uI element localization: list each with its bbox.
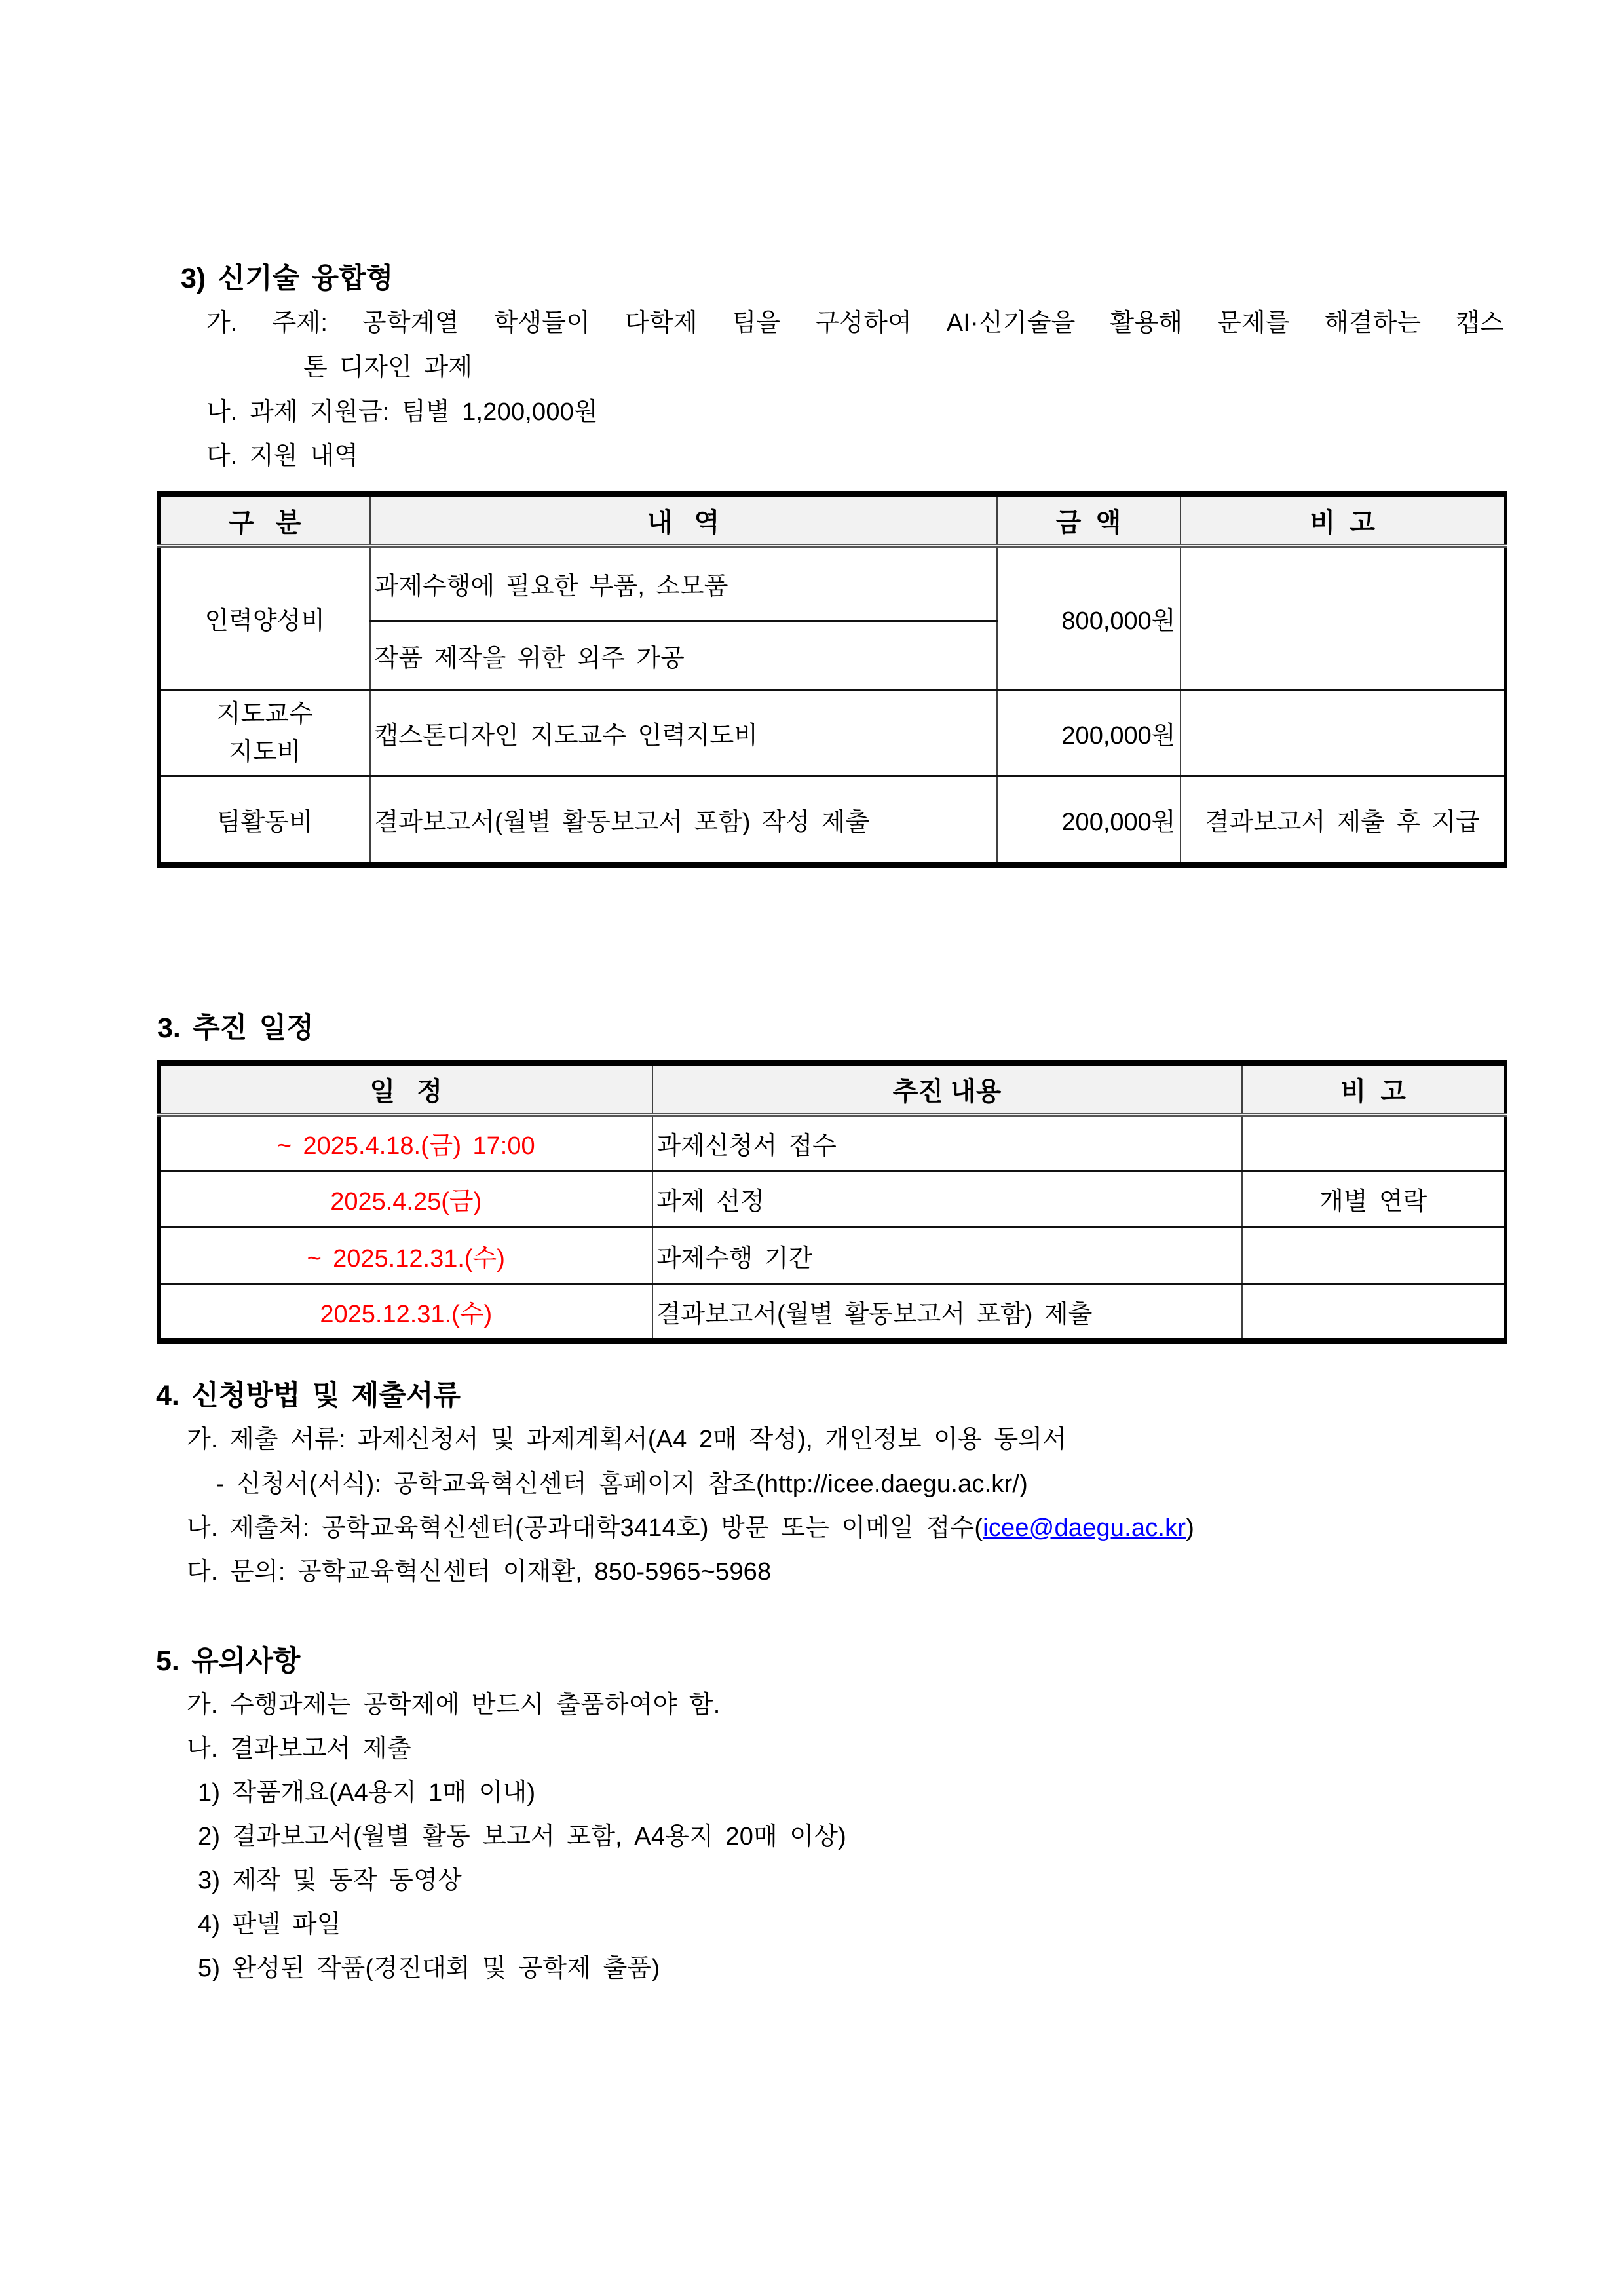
notice-exhibit-line: 가. 수행과제는 공학제에 반드시 출품하여야 함. xyxy=(187,1691,721,1719)
support-table xyxy=(157,491,1507,868)
apply-form-line: - 신청서(서식): 공학교육혁신센터 홈페이지 참조(http://icee.daegu.ac.kr/) xyxy=(216,1470,1028,1498)
schedule-apply-note xyxy=(1242,1115,1506,1171)
schedule-apply-date: ~ 2025.4.18.(금) 17:00 xyxy=(159,1115,652,1171)
apply-submit-suffix: ) xyxy=(1186,1514,1195,1542)
support-prof-category-line2: 지도비 xyxy=(229,738,301,766)
support-header-amount: 금 액 xyxy=(997,495,1180,546)
schedule-report-content: 결과보고서(월별 활동보고서 포함) 제출 xyxy=(652,1284,1242,1341)
support-hr-amount: 800,000원 xyxy=(997,546,1180,690)
support-team-detail: 결과보고서(월별 활동보고서 포함) 작성 제출 xyxy=(370,776,997,865)
notice-subitem-2: 2) 결과보고서(월별 활동 보고서 포함, A4용지 20매 이상) xyxy=(198,1823,846,1850)
apply-contact-line: 다. 문의: 공학교육혁신센터 이재환, 850-5965~5968 xyxy=(187,1558,772,1586)
schedule-select-date: 2025.4.25(금) xyxy=(159,1171,652,1227)
schedule-period-note xyxy=(1242,1227,1506,1284)
support-prof-note xyxy=(1180,690,1506,776)
schedule-row-apply xyxy=(159,1115,1506,1171)
notice-subitem-1: 1) 작품개요(A4용지 1매 이내) xyxy=(198,1779,536,1807)
support-hr-category: 인력양성비 xyxy=(159,546,370,690)
newtech-topic-line2: 톤 디자인 과제 xyxy=(303,354,473,381)
schedule-report-date: 2025.12.31.(수) xyxy=(159,1284,652,1341)
support-prof-amount: 200,000원 xyxy=(997,690,1180,776)
support-prof-detail: 캡스톤디자인 지도교수 인력지도비 xyxy=(370,690,997,776)
newtech-topic-line1: 가. 주제: 공학계열 학생들이 다학제 팀을 구성하여 AI·신기술을 활용해 문제를 해결하는 캡스 xyxy=(206,309,1504,337)
section-newtech-heading: 3) 신기술 융합형 xyxy=(181,263,394,294)
notice-subitem-5: 5) 완성된 작품(경진대회 및 공학제 출품) xyxy=(198,1955,660,1982)
schedule-row-select xyxy=(159,1171,1506,1227)
schedule-table xyxy=(157,1060,1507,1344)
support-header-detail: 내 역 xyxy=(370,495,997,546)
schedule-apply-content: 과제신청서 접수 xyxy=(652,1115,1242,1171)
newtech-grant-line: 나. 과제 지원금: 팀별 1,200,000원 xyxy=(206,398,598,426)
email-link[interactable]: icee@daegu.ac.kr xyxy=(983,1514,1186,1542)
schedule-header-content: 추진 내용 xyxy=(652,1063,1242,1115)
schedule-heading: 3. 추진 일정 xyxy=(157,1012,314,1044)
support-hr-note xyxy=(1180,546,1506,690)
support-hr-detail-b: 작품 제작을 위한 외주 가공 xyxy=(370,621,997,690)
schedule-header-date: 일 정 xyxy=(159,1063,652,1115)
schedule-period-date: ~ 2025.12.31.(수) xyxy=(159,1227,652,1284)
support-team-amount: 200,000원 xyxy=(997,776,1180,865)
support-row-prof xyxy=(159,690,1506,776)
schedule-select-content: 과제 선정 xyxy=(652,1171,1242,1227)
schedule-period-content: 과제수행 기간 xyxy=(652,1227,1242,1284)
apply-submit-prefix: 나. 제출처: 공학교육혁신센터(공과대학3414호) 방문 또는 이메일 접수( xyxy=(187,1514,983,1542)
notice-subitem-3: 3) 제작 및 동작 동영상 xyxy=(198,1867,462,1894)
schedule-header-row xyxy=(159,1063,1506,1115)
notice-report-line: 나. 결과보고서 제출 xyxy=(187,1735,411,1763)
support-hr-detail-a: 과제수행에 필요한 부품, 소모품 xyxy=(370,546,997,621)
schedule-header-note: 비 고 xyxy=(1242,1063,1506,1115)
support-table-header-row xyxy=(159,495,1506,546)
support-header-note: 비 고 xyxy=(1180,495,1506,546)
apply-heading: 4. 신청방법 및 제출서류 xyxy=(156,1380,461,1411)
support-prof-category-line1: 지도교수 xyxy=(216,700,313,728)
support-row-hr-a xyxy=(159,546,1506,621)
support-row-team xyxy=(159,776,1506,865)
notice-subitem-4: 4) 판넬 파일 xyxy=(198,1911,341,1938)
schedule-row-period xyxy=(159,1227,1506,1284)
schedule-report-note xyxy=(1242,1284,1506,1341)
notice-heading: 5. 유의사항 xyxy=(156,1645,301,1677)
support-team-category: 팀활동비 xyxy=(159,776,370,865)
schedule-row-report xyxy=(159,1284,1506,1341)
support-header-category: 구 분 xyxy=(159,495,370,546)
support-team-note: 결과보고서 제출 후 지급 xyxy=(1180,776,1506,865)
apply-documents-line: 가. 제출 서류: 과제신청서 및 과제계획서(A4 2매 작성), 개인정보 이용 동의서 xyxy=(187,1426,1067,1453)
newtech-support-line: 다. 지원 내역 xyxy=(206,442,359,470)
apply-submit-line xyxy=(187,1512,1194,1544)
schedule-select-note: 개별 연락 xyxy=(1242,1171,1506,1227)
support-prof-category xyxy=(159,690,370,776)
